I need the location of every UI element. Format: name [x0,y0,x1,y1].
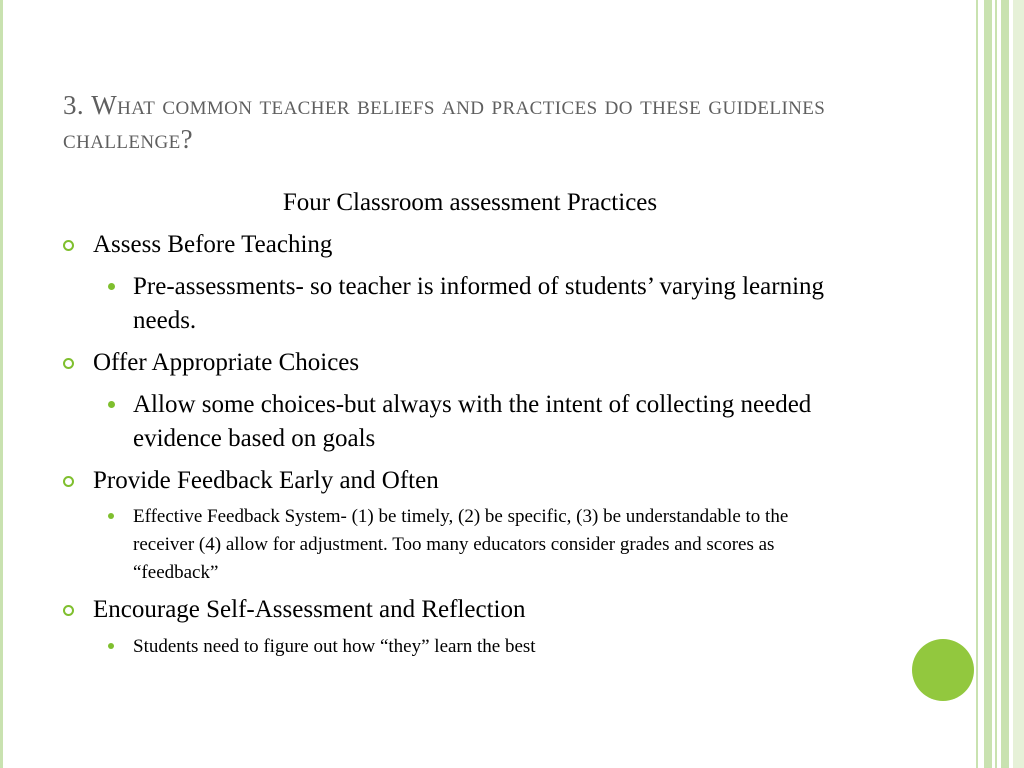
subheading: Four Classroom assessment Practices [282,189,658,216]
sub-bullet-item [133,270,853,338]
decor-stripe [1001,0,1009,768]
ring-bullet-icon [63,476,74,487]
sub-bullet-text: Allow some choices-but always with the intent of collecting needed evidence based on goals [133,391,812,452]
dot-bullet-icon [108,401,115,408]
bullet-item [93,594,526,626]
title-text: What common teacher beliefs and practices do these guidelines challenge? [63,90,826,154]
sub-bullet-item [133,633,853,661]
bullet-item [93,347,359,379]
bullet-item [93,465,439,497]
sub-bullet-text: Students need to figure out how “they” learn the best [133,636,536,657]
left-border-line [0,0,3,768]
dot-bullet-icon [108,513,114,519]
bullet-heading: Encourage Self-Assessment and Reflection [93,596,526,623]
bullet-heading: Offer Appropriate Choices [93,349,360,376]
bullet-item [93,229,332,261]
slide-title [63,88,943,156]
decor-circle [912,639,974,701]
decor-stripe [976,0,978,768]
ring-bullet-icon [63,240,74,251]
sub-bullet-text: Effective Feedback System- (1) be timely, (2) be specific, (3) be understandable to the receiver (4) allow for adjustment. Too many educators consider grades and scores as “feedback” [133,506,789,583]
sub-bullet-item [133,388,853,456]
ring-bullet-icon [63,358,74,369]
sub-bullet-item [133,503,853,587]
ring-bullet-icon [63,605,74,616]
decor-stripe [1013,0,1024,768]
sub-bullet-text: Pre-assessments- so teacher is informed of students’ varying learning needs. [133,273,825,334]
bullet-heading: Provide Feedback Early and Often [93,467,439,494]
dot-bullet-icon [108,643,114,649]
bullet-heading: Assess Before Teaching [93,231,333,258]
dot-bullet-icon [108,283,115,290]
title-number: 3. [63,90,92,120]
decor-stripe [984,0,992,768]
decor-stripe [995,0,997,768]
